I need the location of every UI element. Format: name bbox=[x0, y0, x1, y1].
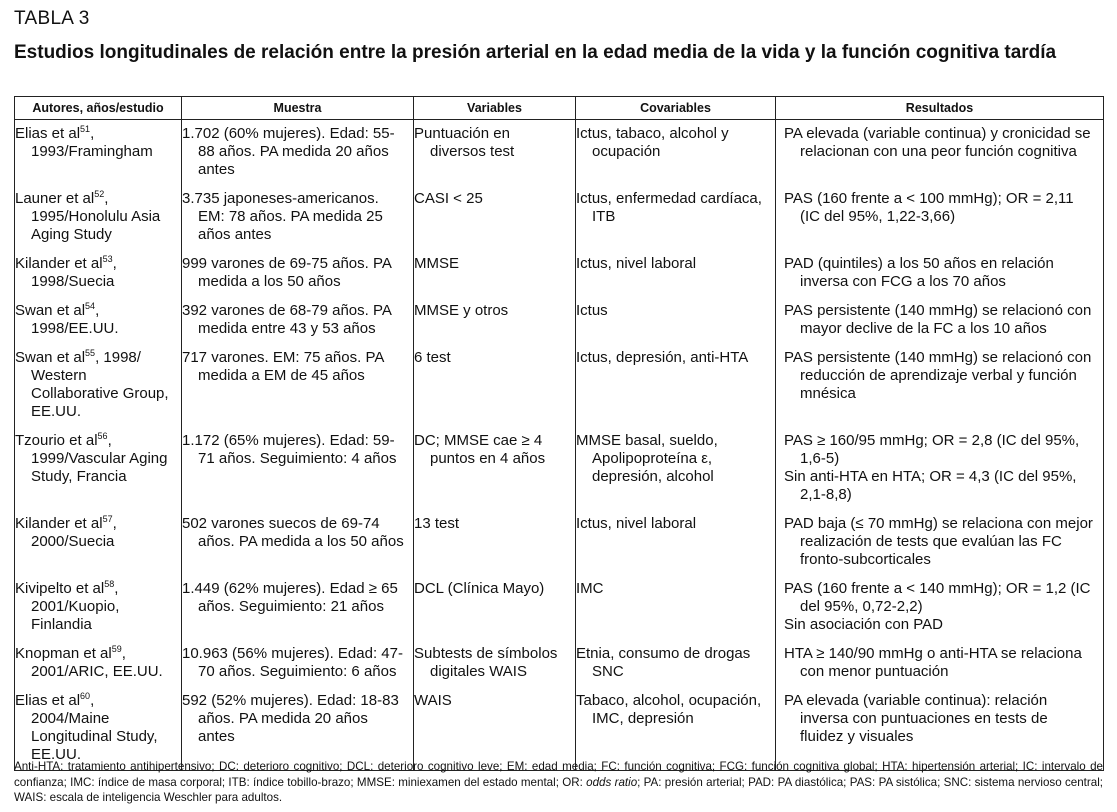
cell-results: HTA ≥ 140/90 mmHg o anti-HTA se relaciona con menor puntuación bbox=[776, 640, 1104, 687]
table-row bbox=[15, 344, 1104, 427]
table-row bbox=[15, 185, 1104, 250]
table-row bbox=[15, 510, 1104, 575]
cell-variables: WAIS bbox=[414, 687, 576, 771]
cell-authors: Kilander et $al^{57}$, 2000/Suecia bbox=[15, 510, 182, 575]
header-row bbox=[15, 97, 1104, 120]
cell-covariables: IMC bbox=[576, 575, 776, 640]
cell-variables: MMSE y otros bbox=[414, 297, 576, 344]
cell-variables: 6 test bbox=[414, 344, 576, 427]
cell-results: PAD (quintiles) a los 50 años en relación inversa con FCG a los 70 años bbox=[776, 250, 1104, 297]
cell-results: PAS persistente (140 mmHg) se relacionó con mayor declive de la FC a los 10 años bbox=[776, 297, 1104, 344]
cell-covariables: Etnia, consumo de drogas SNC bbox=[576, 640, 776, 687]
table-row bbox=[15, 250, 1104, 297]
studies-table bbox=[14, 96, 1104, 771]
cell-variables: Subtests de símbolos digitales WAIS bbox=[414, 640, 576, 687]
cell-authors: Swan et $al^{55}$, 1998/ Western Collaborative Group, EE.UU. bbox=[15, 344, 182, 427]
table-row bbox=[15, 427, 1104, 510]
header-authors: Autores, años/estudio bbox=[15, 97, 182, 120]
cell-authors: Knopman et $al^{59}$, 2001/ARIC, EE.UU. bbox=[15, 640, 182, 687]
cell-variables: MMSE bbox=[414, 250, 576, 297]
cell-sample: 592 (52% mujeres). Edad: 18-83 años. PA medida 20 años antes bbox=[182, 687, 414, 771]
cell-authors: Launer et $al^{52}$, 1995/Honolulu Asia Aging Study bbox=[15, 185, 182, 250]
cell-covariables: Ictus, nivel laboral bbox=[576, 250, 776, 297]
cell-authors: Kilander et $al^{53}$, 1998/Suecia bbox=[15, 250, 182, 297]
header-results: Resultados bbox=[776, 97, 1104, 120]
cell-results: PAD baja (≤ 70 mmHg) se relaciona con mejor realización de tests que evalúan las FC fronto-subcorticales bbox=[776, 510, 1104, 575]
cell-sample: 1.172 (65% mujeres). Edad: 59-71 años. Seguimiento: 4 años bbox=[182, 427, 414, 510]
cell-sample: 1.449 (62% mujeres). Edad ≥ 65 años. Seguimiento: 21 años bbox=[182, 575, 414, 640]
header-covariables: Covariables bbox=[576, 97, 776, 120]
cell-variables: CASI < 25 bbox=[414, 185, 576, 250]
table-row bbox=[15, 640, 1104, 687]
cell-covariables: Ictus, enfermedad cardíaca, ITB bbox=[576, 185, 776, 250]
cell-variables: DC; MMSE cae ≥ 4 puntos en 4 años bbox=[414, 427, 576, 510]
table-row bbox=[15, 120, 1104, 186]
table-title: Estudios longitudinales de relación entre la presión arterial en la edad media de la vida y la función cognitiva tardía bbox=[14, 42, 1057, 63]
cell-authors: Tzourio et $al^{56}$, 1999/Vascular Aging Study, Francia bbox=[15, 427, 182, 510]
table-row bbox=[15, 687, 1104, 771]
cell-variables: 13 test bbox=[414, 510, 576, 575]
cell-variables: Puntuación en diversos test bbox=[414, 120, 576, 186]
table-row bbox=[15, 575, 1104, 640]
cell-sample: 392 varones de 68-79 años. PA medida entre 43 y 53 años bbox=[182, 297, 414, 344]
cell-sample: 717 varones. EM: 75 años. PA medida a EM de 45 años bbox=[182, 344, 414, 427]
cell-covariables: MMSE basal, sueldo, Apolipoproteína ε, depresión, alcohol bbox=[576, 427, 776, 510]
cell-variables: DCL (Clínica Mayo) bbox=[414, 575, 576, 640]
cell-covariables: Tabaco, alcohol, ocupación, IMC, depresión bbox=[576, 687, 776, 771]
cell-results: PAS persistente (140 mmHg) se relacionó con reducción de aprendizaje verbal y función mnésica bbox=[776, 344, 1104, 427]
cell-covariables: Ictus, depresión, anti-HTA bbox=[576, 344, 776, 427]
cell-sample: 10.963 (56% mujeres). Edad: 47-70 años. Seguimiento: 6 años bbox=[182, 640, 414, 687]
cell-covariables: Ictus, nivel laboral bbox=[576, 510, 776, 575]
cell-sample: 502 varones suecos de 69-74 años. PA medida a los 50 años bbox=[182, 510, 414, 575]
table-label: TABLA 3 bbox=[14, 8, 90, 29]
cell-covariables: Ictus bbox=[576, 297, 776, 344]
cell-authors: Elias et $al^{60}$, 2004/Maine Longitudinal Study, EE.UU. bbox=[15, 687, 182, 771]
cell-results: PAS (160 frente a < 100 mmHg); OR = 2,11 (IC del 95%, 1,22-3,66) bbox=[776, 185, 1104, 250]
cell-results: PA elevada (variable continua): relación inversa con puntuaciones en tests de fluidez y visuales bbox=[776, 687, 1104, 771]
footnote: Anti-HTA: tratamiento antihipertensivo; DC: deterioro cognitivo; DCL: deterioro cognitivo leve; EM: edad media; FC: función cognitiva; FCG: función cognitiva global; HTA: hipertensión arterial; IC: intervalo de confianza; IMC: índice de masa corporal; ITB: índice tobillo-brazo; MMSE: miniexamen del estado mental; OR: odds ratio; PA: presión arterial; PAD: PA diastólica; PAS: PA sistólica; SNC: sistema nervioso central; WAIS: escala de inteligencia Weschler para adultos. bbox=[14, 760, 1103, 804]
cell-results: PAS ≥ 160/95 mmHg; OR = 2,8 (IC del 95%, 1,6-5) Sin anti-HTA en HTA; OR = 4,3 (IC del 95%, 2,1-8,8) bbox=[776, 427, 1104, 510]
cell-sample: 999 varones de 69-75 años. PA medida a los 50 años bbox=[182, 250, 414, 297]
cell-results: PA elevada (variable continua) y cronicidad se relacionan con una peor función cognitiva bbox=[776, 120, 1104, 186]
table-row bbox=[15, 297, 1104, 344]
cell-sample: 3.735 japoneses-americanos. EM: 78 años. PA medida 25 años antes bbox=[182, 185, 414, 250]
cell-authors: Swan et $al^{54}$, 1998/EE.UU. bbox=[15, 297, 182, 344]
cell-covariables: Ictus, tabaco, alcohol y ocupación bbox=[576, 120, 776, 186]
cell-results: PAS (160 frente a < 140 mmHg); OR = 1,2 (IC del 95%, 0,72-2,2) Sin asociación con PAD bbox=[776, 575, 1104, 640]
cell-sample: 1.702 (60% mujeres). Edad: 55-88 años. PA medida 20 años antes bbox=[182, 120, 414, 186]
cell-authors: Elias et $al^{51}$, 1993/Framingham bbox=[15, 120, 182, 186]
header-sample: Muestra bbox=[182, 97, 414, 120]
cell-authors: Kivipelto et $al^{58}$, 2001/Kuopio, Finlandia bbox=[15, 575, 182, 640]
header-variables: Variables bbox=[414, 97, 576, 120]
